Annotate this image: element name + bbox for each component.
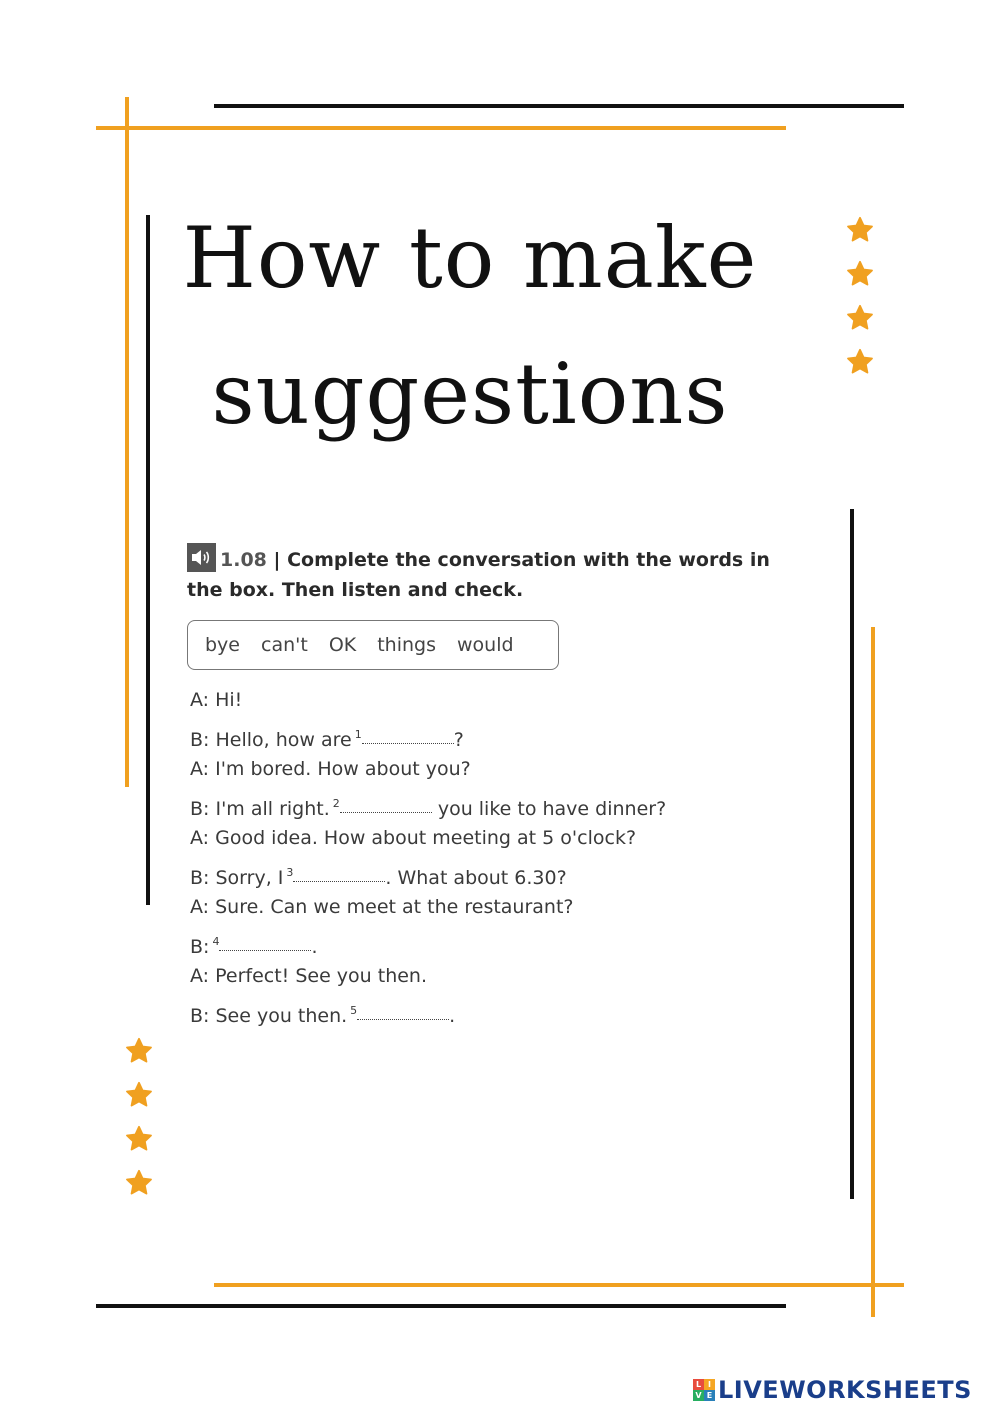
frame-line-left-orange: [125, 97, 129, 787]
dialog-line: [190, 890, 750, 925]
conversation: [190, 683, 750, 1028]
brand-logo-letter: L: [693, 1379, 704, 1390]
dialog-text: B: See you then.: [190, 1004, 348, 1027]
dialog-text: you like to have dinner?: [431, 797, 667, 820]
dialog-line: [190, 752, 750, 787]
dialog-text: ?: [453, 728, 464, 751]
answer-gap[interactable]: [357, 1005, 449, 1020]
page-title: [140, 190, 800, 462]
star-icon: [125, 1081, 153, 1109]
word-box-item[interactable]: bye: [205, 634, 240, 656]
dialog-line: [190, 959, 750, 994]
brand-logo-letter: V: [693, 1390, 704, 1401]
dialog-text: A: Hi!: [190, 689, 243, 711]
dialog-text: .: [449, 1004, 456, 1027]
answer-gap[interactable]: [340, 798, 432, 813]
dialog-text: . What about 6.30?: [385, 866, 567, 889]
dialog-text: B: Sorry, I: [190, 866, 284, 889]
star-icon: [846, 260, 874, 288]
gap-number: 3: [286, 865, 294, 879]
word-box: [187, 620, 559, 670]
dialog-text: A: Sure. Can we meet at the restaurant?: [190, 896, 574, 918]
dialog-text: B: Hello, how are: [190, 728, 352, 751]
dialog-text: B:: [190, 935, 210, 958]
dialog-text: .: [311, 935, 318, 958]
dialog-line: [190, 821, 750, 856]
liveworksheets-logo[interactable]: [693, 1376, 972, 1404]
title-line-2: suggestions: [211, 345, 729, 443]
dialog-text: A: Perfect! See you then.: [190, 965, 428, 987]
word-box-item[interactable]: things: [377, 634, 437, 656]
title-line-1: How to make: [182, 209, 758, 307]
gap-number: 1: [354, 727, 362, 741]
dialog-line: [190, 683, 750, 718]
dialog-line: [190, 925, 750, 960]
dialog-line: [190, 994, 750, 1029]
frame-line-right-orange: [871, 627, 875, 1317]
frame-line-bottom-black: [96, 1304, 786, 1308]
gap-number: 4: [212, 934, 220, 948]
speaker-icon[interactable]: [187, 543, 216, 572]
brand-logo-letter: E: [704, 1390, 715, 1401]
brand-logo-icon: [693, 1379, 715, 1401]
star-icon: [125, 1169, 153, 1197]
frame-line-top-black: [214, 104, 904, 108]
star-icon: [846, 216, 874, 244]
answer-gap[interactable]: [293, 867, 385, 882]
answer-gap[interactable]: [362, 729, 454, 744]
dialog-line: [190, 856, 750, 891]
word-box-item[interactable]: would: [457, 634, 514, 656]
frame-line-right-black: [850, 509, 854, 1199]
answer-gap[interactable]: [219, 936, 311, 951]
dialog-text: B: I'm all right.: [190, 797, 330, 820]
word-box-item[interactable]: OK: [328, 634, 357, 656]
frame-line-bottom-orange: [214, 1283, 904, 1287]
task-instruction: [187, 543, 777, 605]
task-text: | Complete the conversation with the words in the box. Then listen and check.: [187, 549, 770, 601]
star-icon: [125, 1125, 153, 1153]
word-box-item[interactable]: can't: [261, 634, 308, 656]
gap-number: 2: [332, 796, 340, 810]
star-icon: [125, 1037, 153, 1065]
dialog-text: A: Good idea. How about meeting at 5 o'clock?: [190, 827, 637, 849]
star-icon: [846, 348, 874, 376]
brand-name: LIVEWORKSHEETS: [718, 1376, 972, 1404]
gap-number: 5: [350, 1003, 358, 1017]
task-number: 1.08: [220, 549, 267, 571]
brand-logo-letter: I: [704, 1379, 715, 1390]
dialog-line: [190, 787, 750, 822]
frame-line-top-orange: [96, 126, 786, 130]
dialog-line: [190, 718, 750, 753]
dialog-text: A: I'm bored. How about you?: [190, 758, 471, 780]
star-icon: [846, 304, 874, 332]
